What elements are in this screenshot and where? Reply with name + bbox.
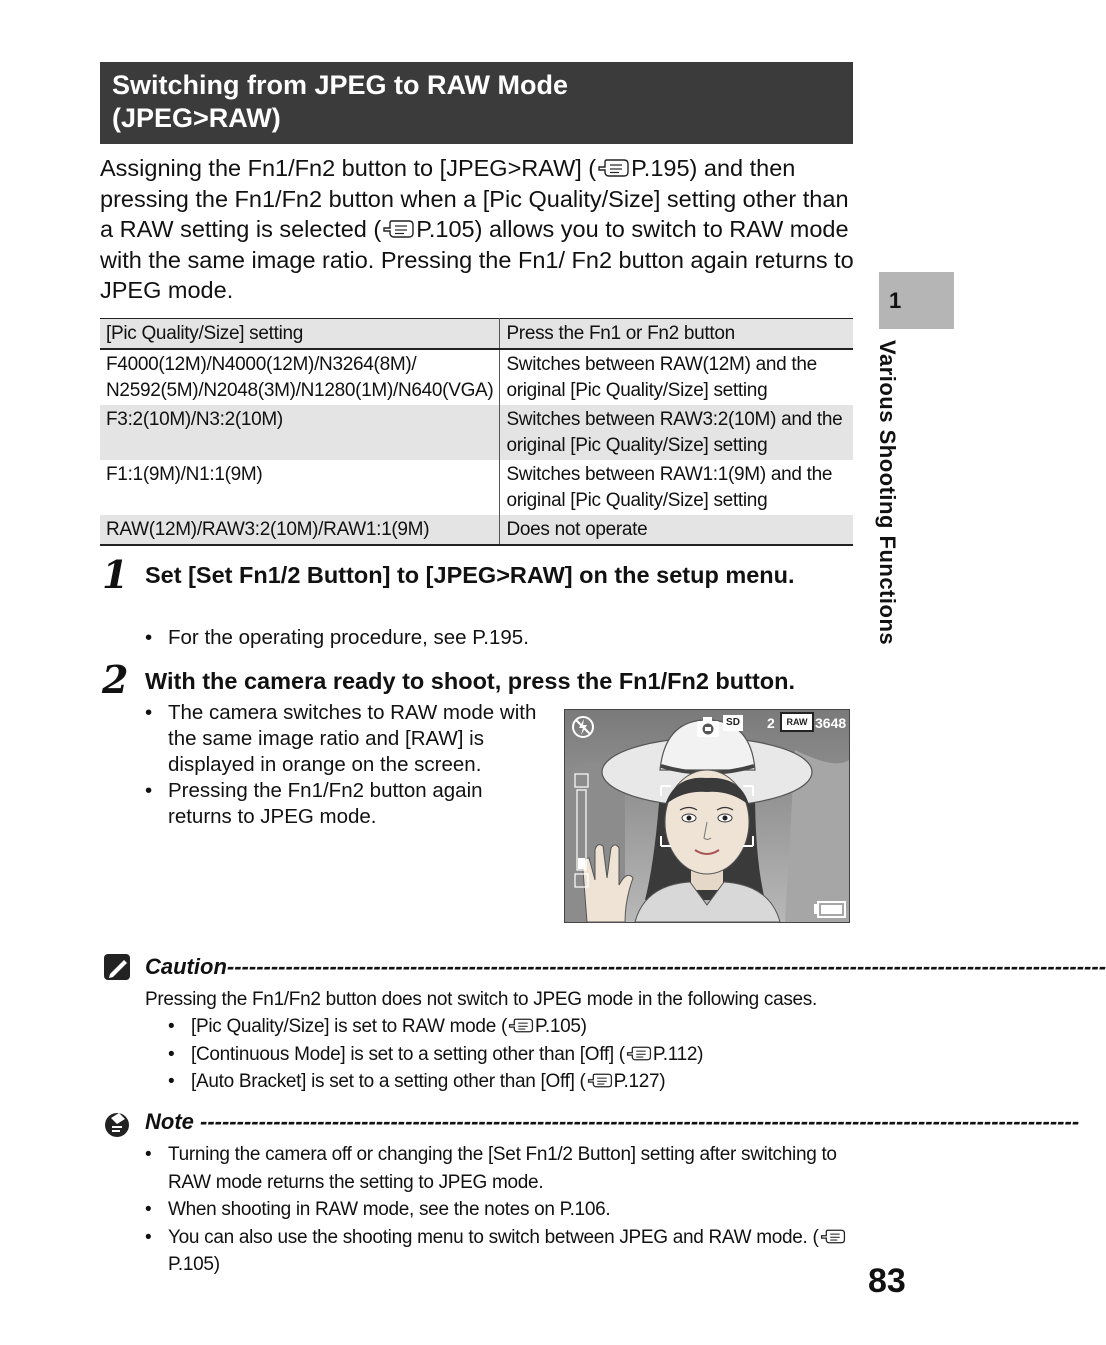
- table-row: [100, 515, 853, 545]
- list-item-text: Turning the camera off or changing the [Set Fn1/2 Button] setting after switching to RAW mode returns the setting to JPEG mode.: [168, 1144, 837, 1193]
- table-row: [100, 460, 853, 515]
- page-reference-icon: [626, 1045, 652, 1062]
- list-item: [168, 1068, 858, 1096]
- list-item-text: [Pic Quality/Size] is set to RAW mode (: [191, 1016, 507, 1037]
- page-reference-icon: [597, 158, 630, 178]
- list-item-ref: P.127): [613, 1071, 666, 1092]
- caution-rule: ------------------------------------------------------------------------------------------------------------------------: [226, 954, 1106, 979]
- page-reference-icon: [820, 1228, 846, 1245]
- table-cell: F1:1(9M)/N1:1(9M): [100, 460, 500, 515]
- caution-icon: [103, 953, 131, 981]
- list-item: • Pressing the Fn1/Fn2 button again returns to JPEG mode.: [145, 778, 540, 830]
- remaining-shots: 3648: [815, 715, 847, 731]
- frame-count: 2: [767, 715, 775, 731]
- table-cell: Switches between RAW3:2(10M) and the original [Pic Quality/Size] setting: [500, 405, 853, 460]
- caution-heading: [145, 954, 1106, 980]
- table-row: [100, 405, 853, 460]
- list-item: [168, 1041, 858, 1069]
- list-item-text: [Auto Bracket] is set to a setting other than [Off] (: [191, 1071, 586, 1092]
- note-heading: [145, 1109, 1080, 1135]
- list-item: [145, 1141, 850, 1196]
- step-bullets: [145, 625, 845, 651]
- list-item: • For the operating procedure, see P.195.: [145, 625, 845, 651]
- table-cell: F4000(12M)/N4000(12M)/N3264(8M)/ N2592(5M)/N2048(3M)/N1280(1M)/N640(VGA): [100, 349, 500, 405]
- intro-paragraph: [100, 153, 860, 306]
- table-cell: Switches between RAW(12M) and the original [Pic Quality/Size] setting: [500, 349, 853, 405]
- list-item-text: You can also use the shooting menu to switch between JPEG and RAW mode. (: [168, 1226, 819, 1248]
- note-title: Note: [145, 1109, 194, 1134]
- table-header-cell: Press the Fn1 or Fn2 button: [500, 319, 853, 350]
- list-item: [168, 1013, 858, 1041]
- list-item: [145, 1224, 850, 1279]
- list-item: [145, 1196, 850, 1224]
- table-header-row: [100, 319, 853, 350]
- table-row: [100, 349, 853, 405]
- caution-list: [168, 1013, 858, 1096]
- page-number: 83: [868, 1262, 906, 1300]
- page-reference-icon: [587, 1072, 613, 1089]
- section-title-line1: Switching from JPEG to RAW Mode: [112, 70, 569, 100]
- table-cell: Does not operate: [500, 515, 853, 545]
- caution-title: Caution: [145, 954, 227, 979]
- chapter-number: 1: [889, 288, 902, 313]
- note-rule: ------------------------------------------------------------------------------------------------------------------------: [193, 1109, 1080, 1134]
- sd-card-icon: SD: [723, 715, 743, 731]
- flash-off-icon: [571, 715, 595, 739]
- table-cell: F3:2(10M)/N3:2(10M): [100, 405, 500, 460]
- table-cell: RAW(12M)/RAW3:2(10M)/RAW1:1(9M): [100, 515, 500, 545]
- step-number: 1: [102, 552, 129, 597]
- table-cell: Switches between RAW1:1(9M) and the original [Pic Quality/Size] setting: [500, 460, 853, 515]
- list-item: • The camera switches to RAW mode with the same image ratio and [RAW] is displayed in orange on the screen.: [145, 700, 540, 778]
- intro-text-2: P.195) and then pressing the Fn1/Fn2 button when a [Pic Quality/Size] setting other than a RAW setting is selected (: [100, 155, 849, 242]
- page-reference-icon: [382, 219, 415, 239]
- camera-mode-icon: [695, 714, 721, 740]
- step-bullets: [145, 700, 540, 830]
- settings-table: [100, 318, 853, 546]
- section-title-line2: (JPEG>RAW): [112, 103, 281, 133]
- list-item-ref: P.112): [652, 1043, 704, 1065]
- step-instruction: Set [Set Fn1/2 Button] to [JPEG>RAW] on the setup menu.: [145, 562, 795, 588]
- table-header-cell: [Pic Quality/Size] setting: [100, 319, 500, 350]
- list-item-ref: P.105): [534, 1016, 587, 1037]
- note-icon: [103, 1110, 131, 1138]
- step-instruction: With the camera ready to shoot, press the Fn1/Fn2 button.: [145, 668, 796, 694]
- battery-icon: [813, 901, 847, 919]
- list-item-text: When shooting in RAW mode, see the notes on P.106.: [168, 1199, 611, 1220]
- list-item-ref: P.105): [168, 1254, 220, 1275]
- intro-text-1: Assigning the Fn1/Fn2 button to [JPEG>RAW] (: [100, 155, 597, 181]
- section-title: [100, 62, 853, 144]
- caution-intro: Pressing the Fn1/Fn2 button does not switch to JPEG mode in the following cases.: [145, 989, 817, 1010]
- list-item-text: [Continuous Mode] is set to a setting other than [Off] (: [191, 1043, 625, 1065]
- note-list: [145, 1141, 850, 1279]
- chapter-label-text: Various Shooting Functions: [875, 340, 900, 646]
- raw-mode-indicator: RAW: [780, 712, 814, 732]
- intro-text-3: P.105) allows you to switch to RAW mode with the same image ratio. Pressing the Fn1/ Fn2 button again returns to JPEG mode.: [100, 216, 854, 303]
- portrait-illustration: [565, 710, 849, 922]
- camera-screen-illustration: [564, 709, 850, 923]
- step-number: 2: [102, 657, 129, 702]
- page-reference-icon: [508, 1017, 534, 1034]
